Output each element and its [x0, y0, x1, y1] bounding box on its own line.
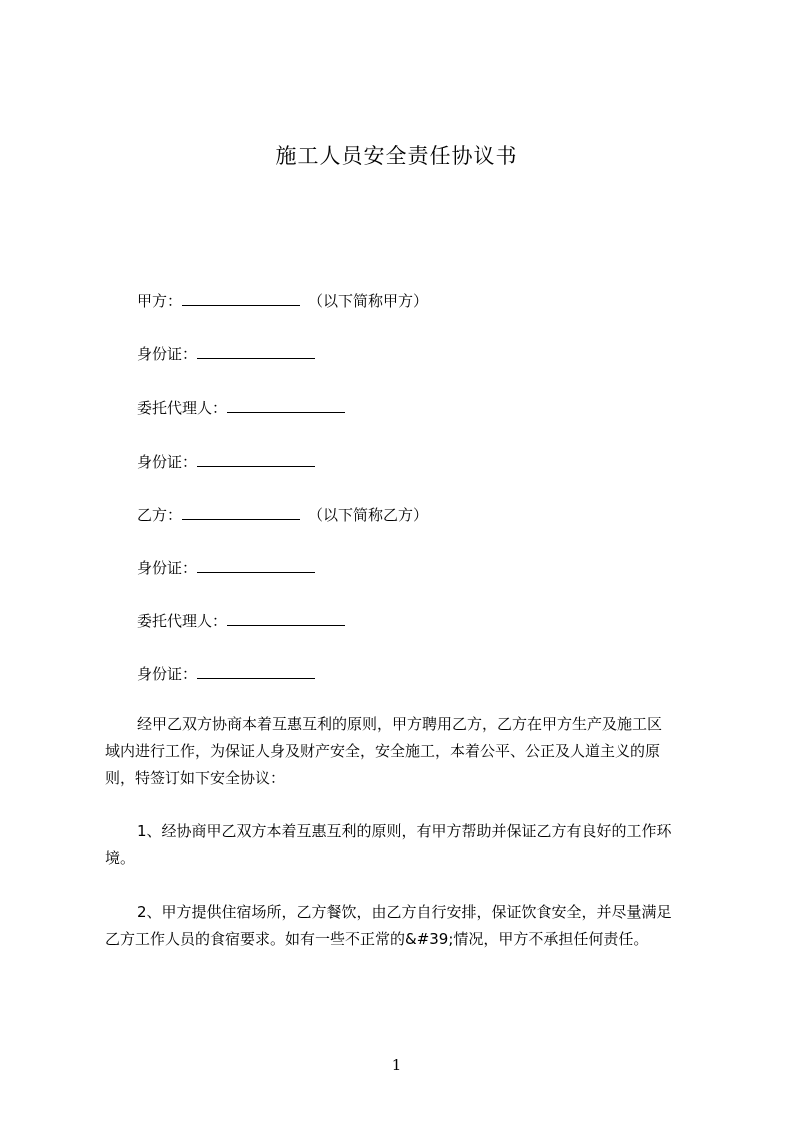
clause-1-paragraph [105, 818, 723, 872]
party-a-agent-id-label: 身份证： [137, 453, 198, 471]
party-b-id-label: 身份证： [137, 559, 198, 577]
paragraph-line: 乙方工作人员的食宿要求。如有一些不正常的&#39;情况，甲方不承担任何责任。 [105, 930, 649, 948]
party-a-id-label: 身份证： [137, 345, 198, 363]
page-number: 1 [391, 1056, 402, 1074]
party-b-field [137, 504, 428, 526]
intro-paragraph [105, 711, 723, 792]
party-a-id-field [137, 343, 323, 365]
clause-2-paragraph [105, 899, 723, 953]
paragraph-line: 1、经协商甲乙双方本着互惠互利的原则，有甲方帮助并保证乙方有良好的工作环 [137, 822, 672, 840]
party-a-id-blank[interactable] [197, 343, 315, 359]
paragraph-line: 境。 [105, 849, 136, 867]
party-b-agent-id-field [137, 663, 323, 685]
party-b-agent-label: 委托代理人： [137, 612, 228, 630]
party-a-agent-label: 委托代理人： [137, 399, 228, 417]
party-b-blank[interactable] [182, 504, 300, 520]
party-b-agent-blank[interactable] [227, 610, 345, 626]
party-b-id-field [137, 557, 323, 579]
document-title: 施工人员安全责任协议书 [275, 144, 518, 168]
party-a-agent-id-blank[interactable] [197, 451, 315, 467]
paragraph-line: 2、甲方提供住宿场所，乙方餐饮，由乙方自行安排，保证饮食安全，并尽量满足 [137, 903, 672, 921]
party-b-agent-id-blank[interactable] [197, 663, 315, 679]
party-a-blank[interactable] [182, 290, 300, 306]
party-b-suffix: （以下简称乙方） [308, 506, 429, 524]
party-a-suffix: （以下简称甲方） [308, 292, 429, 310]
party-a-agent-blank[interactable] [227, 397, 345, 413]
party-b-agent-id-label: 身份证： [137, 665, 198, 683]
party-a-field [137, 290, 428, 312]
paragraph-line: 则，特签订如下安全协议： [105, 769, 286, 787]
paragraph-line: 域内进行工作，为保证人身及财产安全，安全施工，本着公平、公正及人道主义的原 [105, 742, 661, 760]
party-a-label: 甲方： [137, 292, 183, 310]
party-a-agent-id-field [137, 451, 323, 473]
party-b-id-blank[interactable] [197, 557, 315, 573]
party-b-label: 乙方： [137, 506, 183, 524]
party-a-agent-field [137, 397, 353, 419]
paragraph-line: 经甲乙双方协商本着互惠互利的原则，甲方聘用乙方，乙方在甲方生产及施工区 [137, 715, 663, 733]
party-b-agent-field [137, 610, 353, 632]
